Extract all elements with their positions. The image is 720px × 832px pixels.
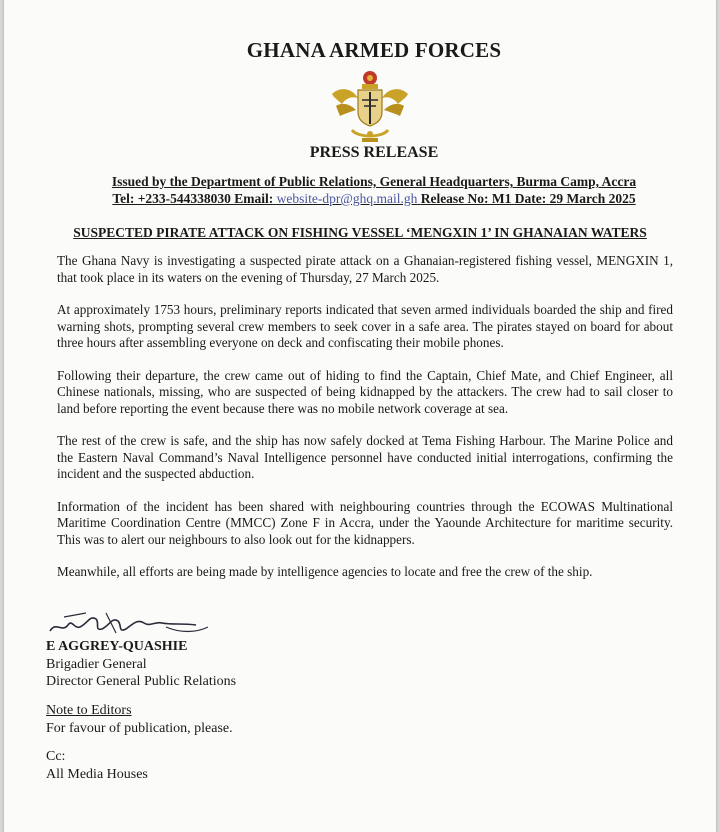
signature-block [46, 638, 236, 691]
paragraph: Information of the incident has been shared with neighbouring countries through the ECOWAS Multinational Maritime Coordination Centre (MMCC) Zone F in Accra, under the Yaounde Architecture for maritime security. This was to alert our neighbours to also look out for the kidnappers. [57, 498, 673, 547]
org-title: GHANA ARMED FORCES [246, 38, 502, 62]
note-heading: Note to Editors [46, 703, 132, 718]
paragraph: Following their departure, the crew came out of hiding to find the Captain, Chief Mate, and Chief Engineer, all Chinese nationals, missing, who are suspected of being kidnapped by the attackers. The crew had to sail closer to land before reporting the event because there was no mobile network coverage at sea. [57, 367, 673, 416]
coat-of-arms-emblem [322, 66, 418, 146]
contact-line [4, 191, 720, 207]
headline: SUSPECTED PIRATE ATTACK ON FISHING VESSEL ‘MENGXIN 1’ IN GHANAIAN WATERS [73, 225, 647, 240]
release-date: Date: 29 March 2025 [514, 191, 636, 206]
paragraph: At approximately 1753 hours, preliminary reports indicated that seven armed individuals boarded the ship and fired warning shots, prompting several crew members to seek cover in a safe area. The pirates stayed on board for about three hours after assembling everyone on deck and confiscating their mobile phones. [57, 302, 673, 350]
note-text: For favour of publication, please. [46, 721, 233, 736]
press-release-page [4, 0, 716, 832]
signatory-rank: Brigadier General [46, 656, 147, 672]
paragraph: The Ghana Navy is investigating a suspected pirate attack on a Ghanaian-registered fishing vessel, MENGXIN 1, that took place in its waters on the evening of Thursday, 27 March 2025. [57, 253, 673, 285]
press-release-label: PRESS RELEASE [309, 144, 439, 161]
handwritten-signature [46, 603, 216, 643]
signatory-name: E AGGREY-QUASHIE [46, 639, 188, 654]
signatory-title: Director General Public Relations [46, 674, 237, 689]
cc-label: Cc: [46, 749, 66, 764]
paragraph: Meanwhile, all efforts are being made by intelligence agencies to locate and free the crew of the ship. [57, 564, 593, 579]
cc-block [46, 748, 148, 784]
release-number: Release No: M1 [420, 191, 512, 206]
paragraph: The rest of the crew is safe, and the ship has now safely docked at Tema Fishing Harbour. The Marine Police and the Eastern Naval Command’s Naval Intelligence personnel have conducted initial interrogations, confirming the incident and the suspected abduction. [57, 433, 673, 481]
tel-email-label: Tel: +233-544338030 Email: [112, 191, 274, 206]
body-text [57, 253, 673, 597]
note-to-editors [46, 702, 233, 738]
email-link[interactable]: website-dpr@ghq.mail.gh [276, 191, 418, 206]
issued-by-line: Issued by the Department of Public Relations, General Headquarters, Burma Camp, Accra [111, 174, 637, 189]
cc-recipients: All Media Houses [46, 767, 148, 782]
